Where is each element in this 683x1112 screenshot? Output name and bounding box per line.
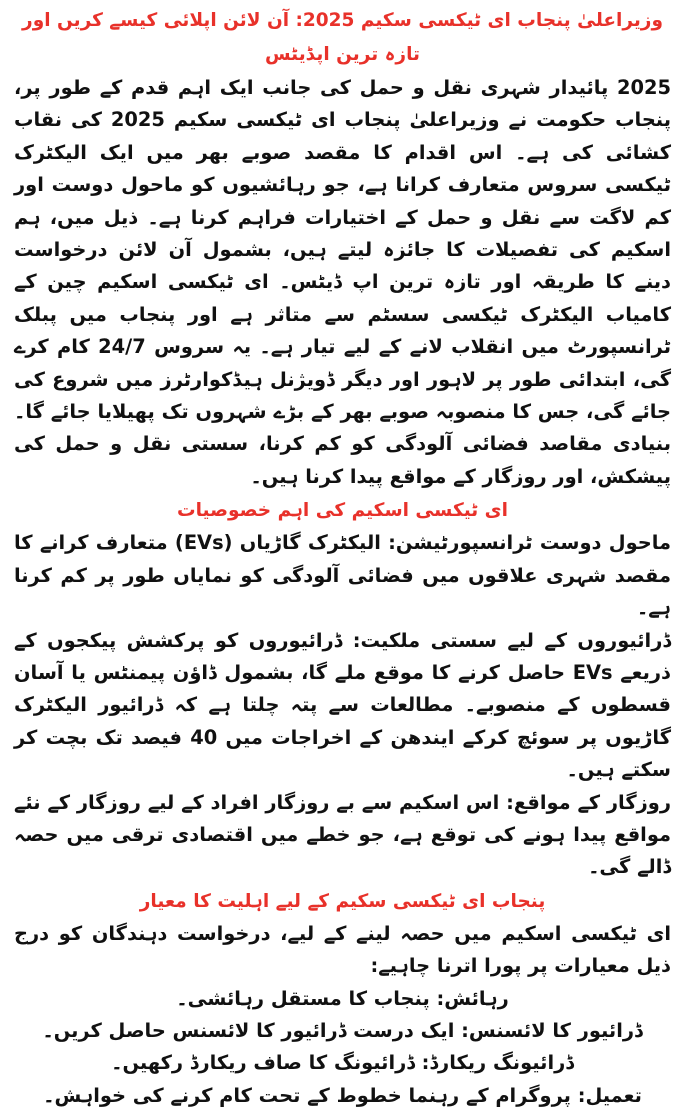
intro-paragraph: 2025 پائیدار شہری نقل و حمل کی جانب ایک اہم قدم کے طور پر، پنجاب حکومت نے وزیراعلیٰ پنجاب ای ٹیکسی سکیم 2025 کی نقاب کشائی کی ہے۔ اس اقدام کا مقصد صوبے بھر میں ایک الیکٹرک ٹیکسی سروس متعارف کرانا ہے، جو رہائشیوں کو ماحول دوست اور کم لاگت سے نقل و حمل کے اختیارات فراہم کرنا ہے۔ ذیل میں، ہم اسکیم کی تفصیلات کا جائزہ لیتے ہیں، بشمول آن لائن درخواست دینے کا طریقہ اور تازہ ترین اپ ڈیٹس۔ ای ٹیکسی اسکیم چین کے کامیاب الیکٹرک ٹیکسی سسٹم سے متاثر ہے اور پنجاب میں پبلک ٹرانسپورٹ میں انقلاب لانے کے لیے تیار ہے۔ یہ سروس 24/7 کام کرے گی، ابتدائی طور پر لاہور اور دیگر ڈویژنل ہیڈکوارٹرز میں شروع کی جائے گی، جس کا منصوبہ صوبے بھر کے بڑے شہروں تک پھیلایا جائے گا۔ بنیادی مقاصد فضائی آلودگی کو کم کرنا، سستی نقل و حمل کی پیشکش، اور روزگار کے مواقع پیدا کرنا ہیں۔ <box>14 76 672 488</box>
eligibility-heading: پنجاب ای ٹیکسی سکیم کے لیے اہلیت کا معیار <box>139 890 546 912</box>
feature-jobs: روزگار کے مواقع: اس اسکیم سے بے روزگار افراد کے لیے روزگار کے نئے مواقع پیدا ہونے کی توقع ہے، جو خطے میں اقتصادی ترقی میں حصہ ڈالے گی۔ <box>14 790 671 879</box>
requirements-list <box>14 983 671 1112</box>
requirement-compliance: تعمیل: پروگرام کے رہنما خطوط کے تحت کام کرنے کی خواہش۔ <box>43 1083 642 1107</box>
requirement-record: ڈرائیونگ ریکارڈ: ڈرائیونگ کا صاف ریکارڈ رکھیں۔ <box>111 1051 574 1075</box>
article-title: وزیراعلیٰ پنجاب ای ٹیکسی سکیم 2025: آن لائن اپلائی کیسے کریں اور تازہ ترین اپڈیٹس <box>22 10 663 65</box>
feature-transport: ماحول دوست ٹرانسپورٹیشن: الیکٹرک گاڑیاں (EVs) متعارف کرانے کا مقصد شہری علاقوں میں فضائی آلودگی کو نمایاں طور پر کم کرنا ہے۔ <box>14 531 671 620</box>
feature-ownership: ڈرائیوروں کے لیے سستی ملکیت: ڈرائیوروں کو پرکشش پیکجوں کے ذریعے EVs حاصل کرنے کا موقع ملے گا، بشمول ڈاؤن پیمنٹس یا آسان قسطوں کے منصوبے۔ مطالعات سے پتہ چلتا ہے کہ ڈرائیور الیکٹرک گاڑیوں پر سوئچ کرکے ایندھن کے اخراجات میں 40 فیصد تک بچت کر سکتے ہیں۔ <box>14 628 671 782</box>
requirement-residence: رہائش: پنجاب کا مستقل رہائشی۔ <box>176 986 509 1010</box>
eligibility-intro: ای ٹیکسی اسکیم میں حصہ لینے کے لیے، درخواست دہندگان کو درج ذیل معیارات پر پورا اترنا چاہیے: <box>14 921 671 978</box>
requirement-license: ڈرائیور کا لائسنس: ایک درست ڈرائیور کا لائسنس حاصل کریں۔ <box>42 1018 643 1042</box>
features-heading: ای ٹیکسی اسکیم کی اہم خصوصیات <box>177 500 508 522</box>
